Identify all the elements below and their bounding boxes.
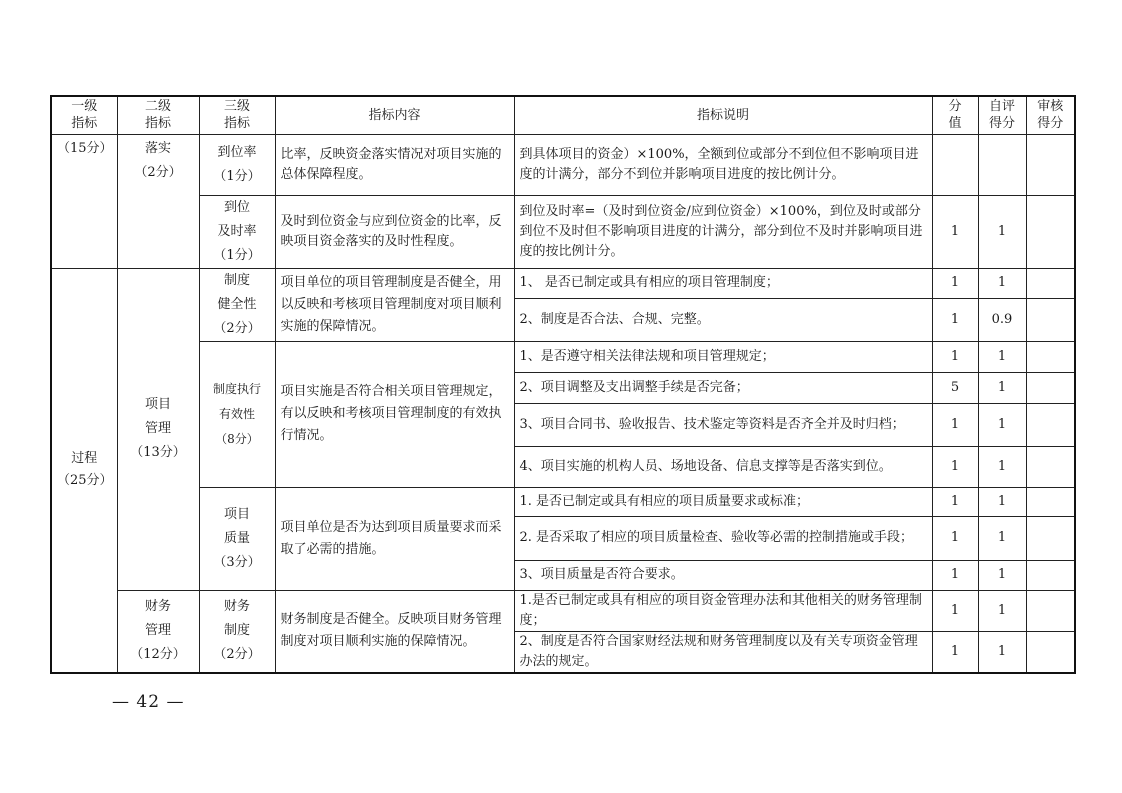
explain-cell: 2、项目调整及支出调整手续是否完备； xyxy=(514,372,932,403)
score-cell: 1 xyxy=(932,268,978,298)
score-cell: 1 xyxy=(932,446,978,487)
score-cell: 1 xyxy=(932,560,978,590)
explain-cell: 到位及时率=（及时到位资金/应到位资金）×100%，到位及时或部分到位不及时但不影响项目进度的计满分，部分到位不及时并影响项目进度的按比例计分。 xyxy=(514,195,932,268)
header-self-score: 自评 得分 xyxy=(978,96,1026,134)
score-cell: 1 xyxy=(932,195,978,268)
page-number: — 42 — xyxy=(112,692,185,712)
level1-cell: （15分） xyxy=(51,134,117,268)
explain-cell: 1. 是否已制定或具有相应的项目质量要求或标准； xyxy=(514,487,932,516)
header-audit-score: 审核 得分 xyxy=(1026,96,1075,134)
header-level2: 二级 指标 xyxy=(117,96,199,134)
audit-score-cell xyxy=(1026,560,1075,590)
content-cell: 项目单位是否为达到项目质量要求而采取了必需的措施。 xyxy=(275,487,514,590)
table-row xyxy=(51,590,1075,631)
audit-score-cell xyxy=(1026,298,1075,341)
level3-cell: 制度 健全性 （2分） xyxy=(199,268,275,341)
self-score-cell: 1 xyxy=(978,516,1026,560)
score-cell: 1 xyxy=(932,403,978,446)
audit-score-cell xyxy=(1026,195,1075,268)
explain-cell: 4、项目实施的机构人员、场地设备、信息支撑等是否落实到位。 xyxy=(514,446,932,487)
self-score-cell: 1 xyxy=(978,195,1026,268)
table-row xyxy=(51,341,1075,372)
level3-cell: 到位率 （1分） xyxy=(199,134,275,195)
audit-score-cell xyxy=(1026,341,1075,372)
header-level3: 三级 指标 xyxy=(199,96,275,134)
audit-score-cell xyxy=(1026,268,1075,298)
content-cell: 及时到位资金与应到位资金的比率，反映项目资金落实的及时性程度。 xyxy=(275,195,514,268)
audit-score-cell xyxy=(1026,403,1075,446)
explain-cell: 到具体项目的资金）×100%，全额到位或部分不到位但不影响项目进度的计满分，部分不到位并影响项目进度的按比例计分。 xyxy=(514,134,932,195)
content-cell: 财务制度是否健全。反映项目财务管理制度对项目顺利实施的保障情况。 xyxy=(275,590,514,673)
explain-cell: 2、制度是否合法、合规、完整。 xyxy=(514,298,932,341)
content-cell: 项目实施是否符合相关项目管理规定，有以反映和考核项目管理制度的有效执行情况。 xyxy=(275,341,514,487)
score-cell: 1 xyxy=(932,341,978,372)
score-cell xyxy=(932,134,978,195)
table-row xyxy=(51,268,1075,298)
level2-cell: 落实 （2分） xyxy=(117,134,199,268)
header-level1: 一级 指标 xyxy=(51,96,117,134)
self-score-cell: 1 xyxy=(978,560,1026,590)
audit-score-cell xyxy=(1026,446,1075,487)
level3-cell: 项目 质量 （3分） xyxy=(199,487,275,590)
score-cell: 5 xyxy=(932,372,978,403)
content-cell: 比率，反映资金落实情况对项目实施的总体保障程度。 xyxy=(275,134,514,195)
table-header-row xyxy=(51,96,1075,134)
self-score-cell xyxy=(978,134,1026,195)
explain-cell: 1.是否已制定或具有相应的项目资金管理办法和其他相关的财务管理制度； xyxy=(514,590,932,631)
explain-cell: 1、是否遵守相关法律法规和项目管理规定； xyxy=(514,341,932,372)
evaluation-table xyxy=(50,95,1076,674)
score-cell: 1 xyxy=(932,590,978,631)
level3-cell: 财务 制度 （2分） xyxy=(199,590,275,673)
content-cell: 项目单位的项目管理制度是否健全，用以反映和考核项目管理制度对项目顺利实施的保障情况。 xyxy=(275,268,514,341)
audit-score-cell xyxy=(1026,516,1075,560)
audit-score-cell xyxy=(1026,134,1075,195)
level1-process-cell: 过程 （25分） xyxy=(51,268,117,673)
self-score-cell: 1 xyxy=(978,631,1026,673)
header-explain: 指标说明 xyxy=(514,96,932,134)
explain-cell: 3、项目质量是否符合要求。 xyxy=(514,560,932,590)
level3-cell: 到位 及时率 （1分） xyxy=(199,195,275,268)
score-cell: 1 xyxy=(932,631,978,673)
table-row xyxy=(51,195,1075,268)
explain-cell: 3、项目合同书、验收报告、技术鉴定等资料是否齐全并及时归档； xyxy=(514,403,932,446)
audit-score-cell xyxy=(1026,487,1075,516)
explain-cell: 1、 是否已制定或具有相应的项目管理制度； xyxy=(514,268,932,298)
score-cell: 1 xyxy=(932,298,978,341)
self-score-cell: 0.9 xyxy=(978,298,1026,341)
header-score: 分 值 xyxy=(932,96,978,134)
level3-cell: 制度执行 有效性 （8分） xyxy=(199,341,275,487)
self-score-cell: 1 xyxy=(978,487,1026,516)
self-score-cell: 1 xyxy=(978,372,1026,403)
table-row xyxy=(51,134,1075,195)
self-score-cell: 1 xyxy=(978,590,1026,631)
header-content: 指标内容 xyxy=(275,96,514,134)
explain-cell: 2. 是否采取了相应的项目质量检查、验收等必需的控制措施或手段； xyxy=(514,516,932,560)
audit-score-cell xyxy=(1026,590,1075,631)
self-score-cell: 1 xyxy=(978,446,1026,487)
level2-finance-cell: 财务 管理 （12分） xyxy=(117,590,199,673)
level2-project-mgmt-cell: 项目 管理 （13分） xyxy=(117,268,199,590)
audit-score-cell xyxy=(1026,372,1075,403)
self-score-cell: 1 xyxy=(978,403,1026,446)
self-score-cell: 1 xyxy=(978,268,1026,298)
explain-cell: 2、制度是否符合国家财经法规和财务管理制度以及有关专项资金管理办法的规定。 xyxy=(514,631,932,673)
score-cell: 1 xyxy=(932,516,978,560)
audit-score-cell xyxy=(1026,631,1075,673)
self-score-cell: 1 xyxy=(978,341,1026,372)
table-row xyxy=(51,487,1075,516)
score-cell: 1 xyxy=(932,487,978,516)
